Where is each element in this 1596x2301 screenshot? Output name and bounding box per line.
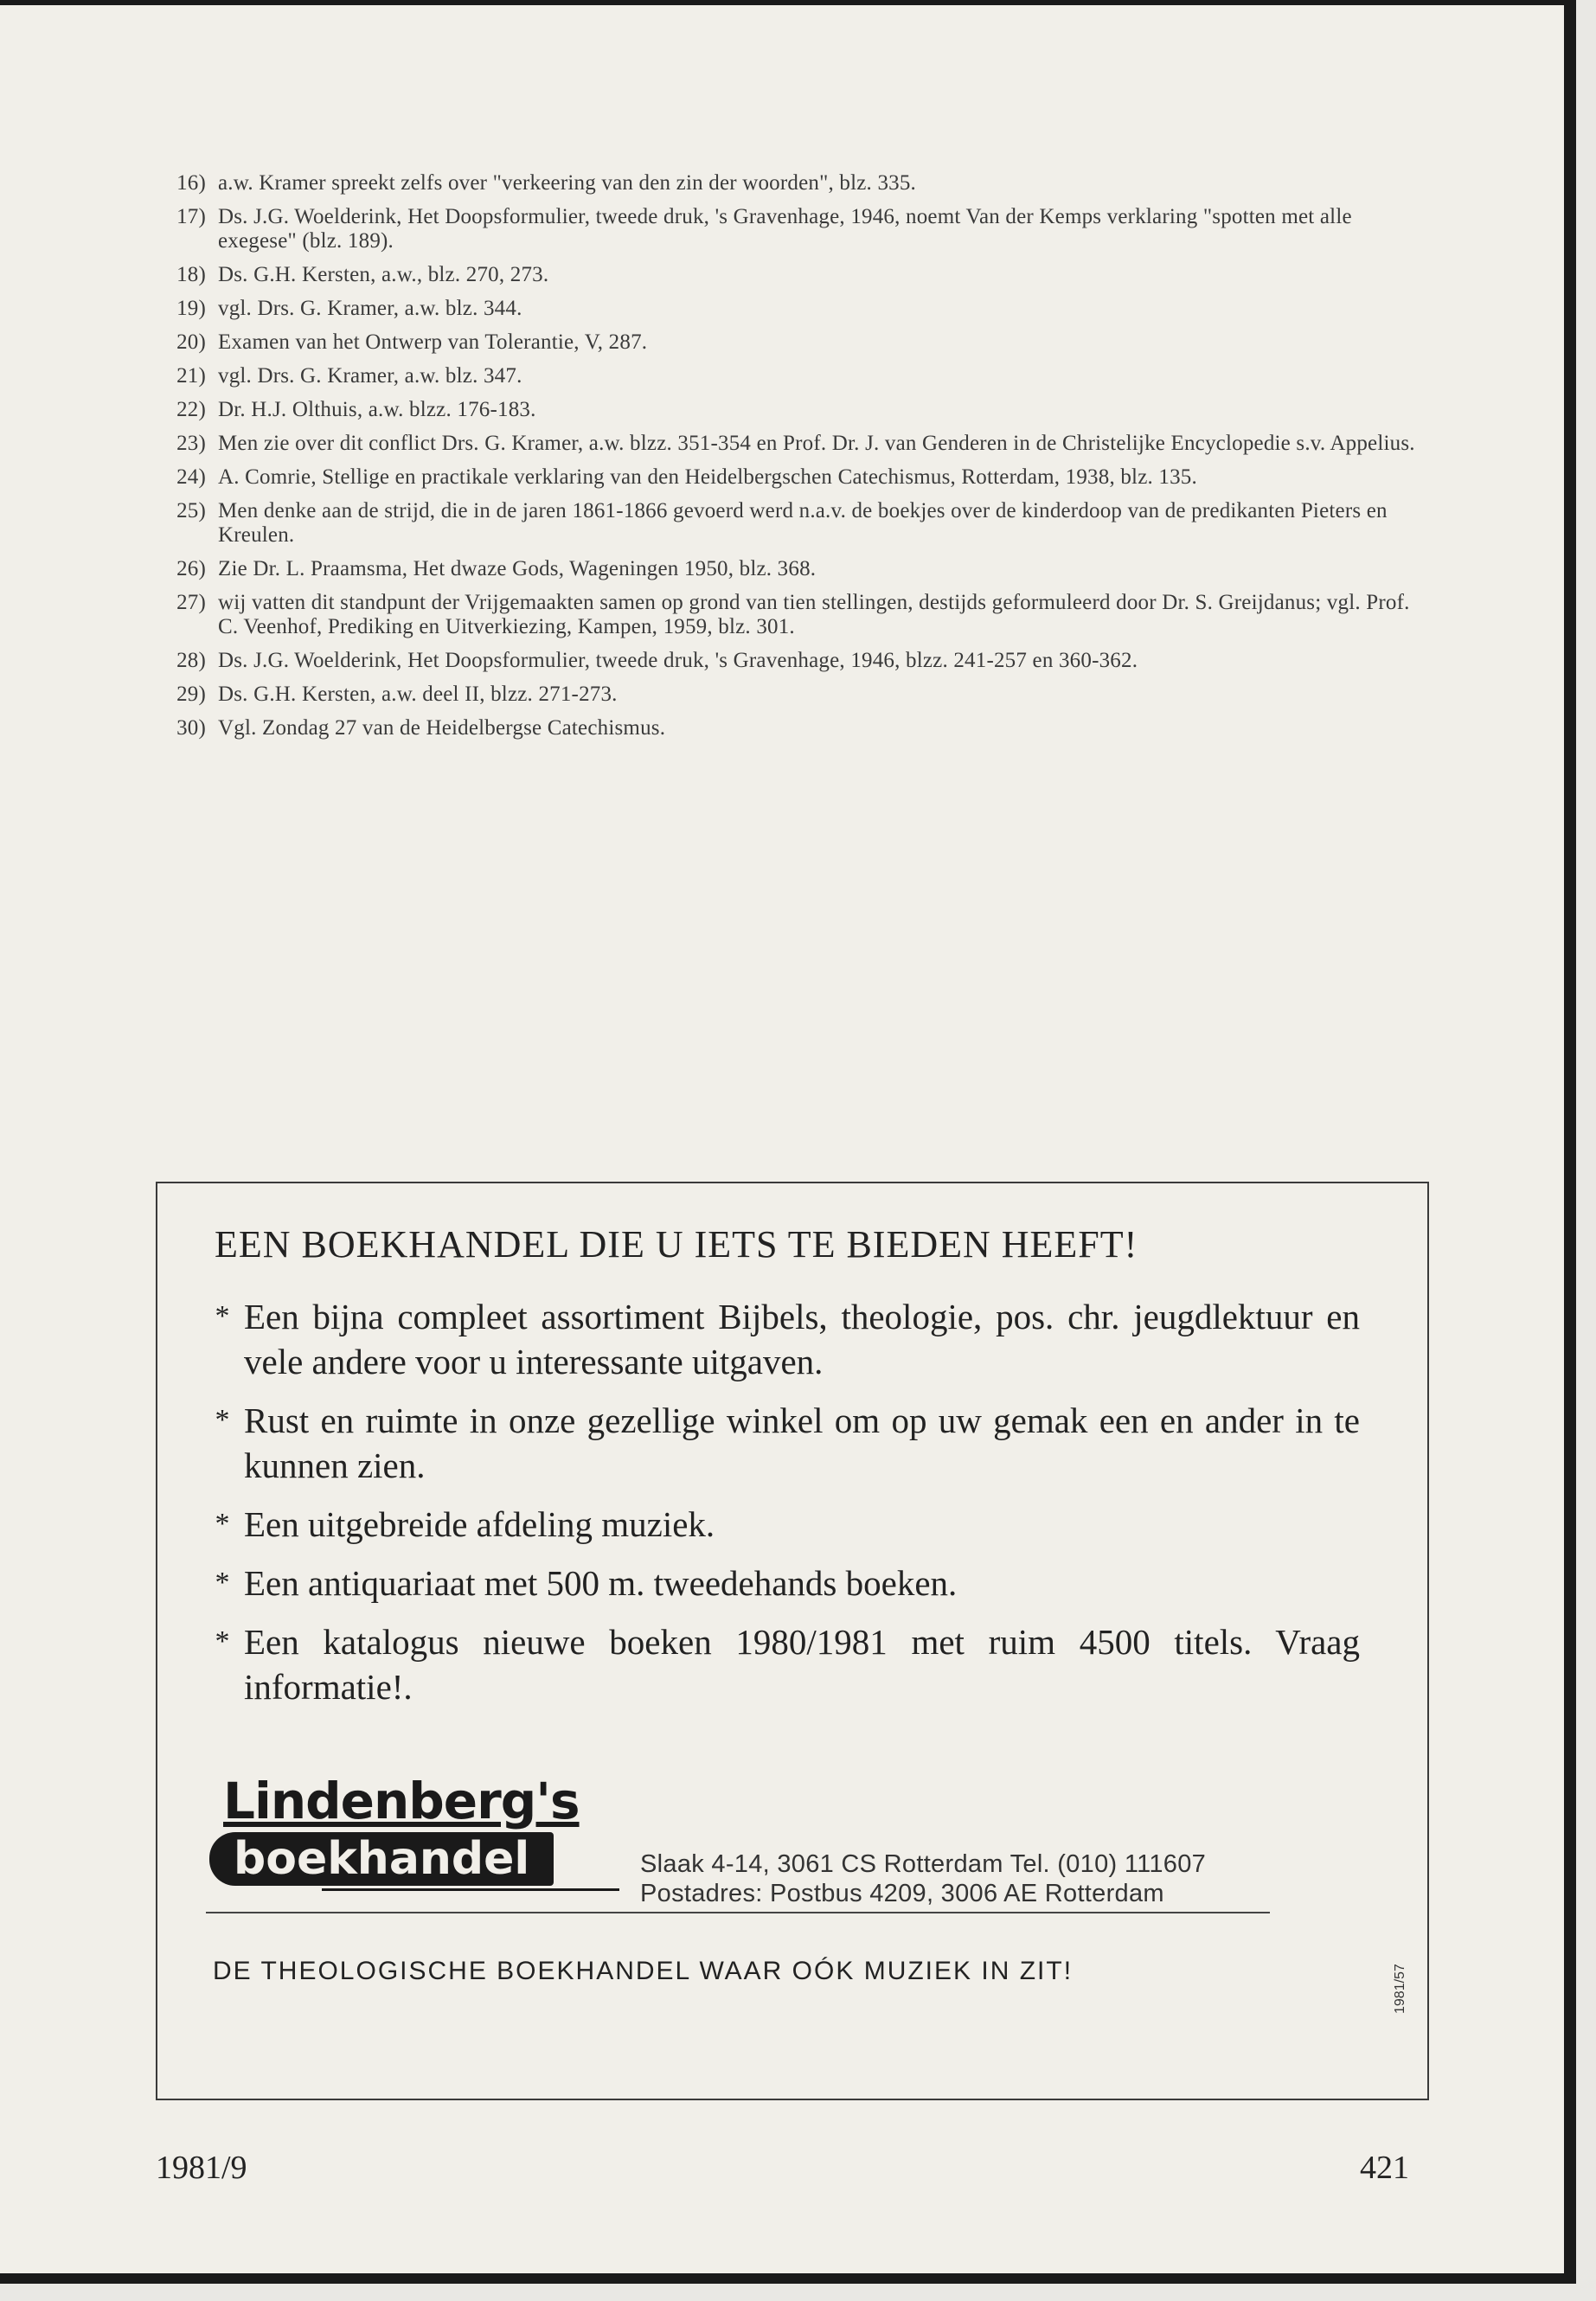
- footnote-number: 19): [176, 297, 206, 320]
- footnote-text: vgl. Drs. G. Kramer, a.w. blz. 344.: [218, 297, 522, 320]
- footnote: [164, 465, 1427, 490]
- logo-underline: [322, 1888, 619, 1891]
- issue-number: 1981/9: [156, 2150, 247, 2186]
- footnote-text: Men denke aan de strijd, die in de jaren 1861-1866 gevoerd werd n.a.v. de boekjes over de kinderdoop van de predikanten Pieters en Kreulen.: [218, 499, 1388, 547]
- footnote-number: 20): [176, 330, 206, 354]
- footnote-text: Zie Dr. L. Praamsma, Het dwaze Gods, Wageningen 1950, blz. 368.: [218, 557, 817, 580]
- footnote-number: 29): [176, 683, 206, 706]
- footnote-number: 24): [176, 465, 206, 489]
- footnote-text: Ds. G.H. Kersten, a.w., blz. 270, 273.: [218, 263, 549, 286]
- shop-address: [640, 1849, 1206, 1908]
- ad-bullet: [201, 1294, 1360, 1384]
- ad-bullet-text: Een antiquariaat met 500 m. tweedehands boeken.: [244, 1563, 958, 1603]
- bookshop-logo: [209, 1772, 625, 1884]
- footnote-number: 21): [176, 364, 206, 388]
- footnotes: [164, 171, 1427, 750]
- footnote-text: Ds. J.G. Woelderink, Het Doopsformulier, tweede druk, 's Gravenhage, 1946, noemt Van der Kemps verklaring "spotten met alle exegese" (blz. 189).: [218, 205, 1352, 253]
- footnote-text: Vgl. Zondag 27 van de Heidelbergse Catechismus.: [218, 716, 666, 740]
- footnote: [164, 398, 1427, 422]
- footnote: [164, 557, 1427, 581]
- ad-bullet-text: Een uitgebreide afdeling muziek.: [244, 1504, 715, 1544]
- footnote-number: 25): [176, 499, 206, 522]
- footnote-text: vgl. Drs. G. Kramer, a.w. blz. 347.: [218, 364, 522, 388]
- ad-bullet: [201, 1502, 1360, 1547]
- footnote-text: Ds. G.H. Kersten, a.w. deel II, blzz. 271-273.: [218, 683, 618, 706]
- footnote-text: Examen van het Ontwerp van Tolerantie, V, 287.: [218, 330, 648, 354]
- ad-tagline: DE THEOLOGISCHE BOEKHANDEL WAAR OÓK MUZIEK IN ZIT!: [213, 1957, 1074, 1985]
- ad-reference-code: 1981/57: [1393, 1964, 1407, 2014]
- footnote-number: 23): [176, 432, 206, 455]
- asterisk-icon: *: [215, 1300, 230, 1332]
- footnote: [164, 649, 1427, 673]
- footnote: [164, 171, 1427, 195]
- footnote: [164, 297, 1427, 321]
- ad-bullet: [201, 1619, 1360, 1709]
- footnote-number: 28): [176, 649, 206, 672]
- footnote: [164, 499, 1427, 548]
- footnote: [164, 716, 1427, 740]
- footnote-number: 17): [176, 205, 206, 228]
- footnote-number: 22): [176, 398, 206, 421]
- footnote-text: A. Comrie, Stellige en practikale verklaring van den Heidelbergschen Catechismus, Rotterdam, 1938, blz. 135.: [218, 465, 1197, 489]
- ad-bullet: [201, 1561, 1360, 1606]
- footnote-text: Men zie over dit conflict Drs. G. Kramer, a.w. blzz. 351-354 en Prof. Dr. J. van Genderen in de Christelijke Encyclopedie s.v. Appelius.: [218, 432, 1415, 455]
- ad-bullet-list: [201, 1294, 1360, 1723]
- page-number: 421: [1360, 2150, 1409, 2186]
- footnote: [164, 432, 1427, 456]
- address-line: Slaak 4-14, 3061 CS Rotterdam Tel. (010) 111607: [640, 1850, 1207, 1878]
- asterisk-icon: *: [215, 1404, 230, 1436]
- footnote: [164, 205, 1427, 253]
- bookshop-advertisement: [156, 1182, 1429, 2100]
- ad-bullet-text: Rust en ruimte in onze gezellige winkel om op uw gemak een en ander in te kunnen zien.: [244, 1400, 1360, 1485]
- footnote: [164, 364, 1427, 388]
- footnote: [164, 330, 1427, 355]
- footnote-text: Ds. J.G. Woelderink, Het Doopsformulier, tweede druk, 's Gravenhage, 1946, blzz. 241-257 en 360-362.: [218, 649, 1138, 672]
- postal-address-line: Postadres: Postbus 4209, 3006 AE Rotterdam: [640, 1880, 1164, 1907]
- footnote: [164, 591, 1427, 639]
- footnote-text: wij vatten dit standpunt der Vrijgemaakten samen op grond van tien stellingen, destijds geformuleerd door Dr. S. Greijdanus; vgl. Prof. C. Veenhof, Prediking en Uitverkiezing, Kampen, 1959, blz. 301.: [218, 591, 1410, 638]
- asterisk-icon: *: [215, 1508, 230, 1540]
- ad-bullet: [201, 1398, 1360, 1488]
- footnote-number: 27): [176, 591, 206, 614]
- ad-divider: [206, 1912, 1270, 1913]
- logo-wordmark-bottom: boekhandel: [209, 1832, 554, 1886]
- footnote: [164, 683, 1427, 707]
- ad-heading: EEN BOEKHANDEL DIE U IETS TE BIEDEN HEEFT!: [215, 1223, 1138, 1266]
- footnote-text: Dr. H.J. Olthuis, a.w. blzz. 176-183.: [218, 398, 536, 421]
- asterisk-icon: *: [215, 1625, 230, 1657]
- asterisk-icon: *: [215, 1567, 230, 1599]
- footnote-text: a.w. Kramer spreekt zelfs over "verkeering van den zin der woorden", blz. 335.: [218, 171, 916, 195]
- footnote-number: 16): [176, 171, 206, 195]
- ad-bullet-text: Een katalogus nieuwe boeken 1980/1981 met ruim 4500 titels. Vraag informatie!.: [244, 1622, 1360, 1707]
- footnote-number: 18): [176, 263, 206, 286]
- footnote-number: 30): [176, 716, 206, 740]
- footnote: [164, 263, 1427, 287]
- footnote-number: 26): [176, 557, 206, 580]
- logo-wordmark-top: Lindenberg's: [223, 1772, 580, 1830]
- ad-bullet-text: Een bijna compleet assortiment Bijbels, theologie, pos. chr. jeugdlektuur en vele andere voor u interessante uitgaven.: [244, 1297, 1360, 1381]
